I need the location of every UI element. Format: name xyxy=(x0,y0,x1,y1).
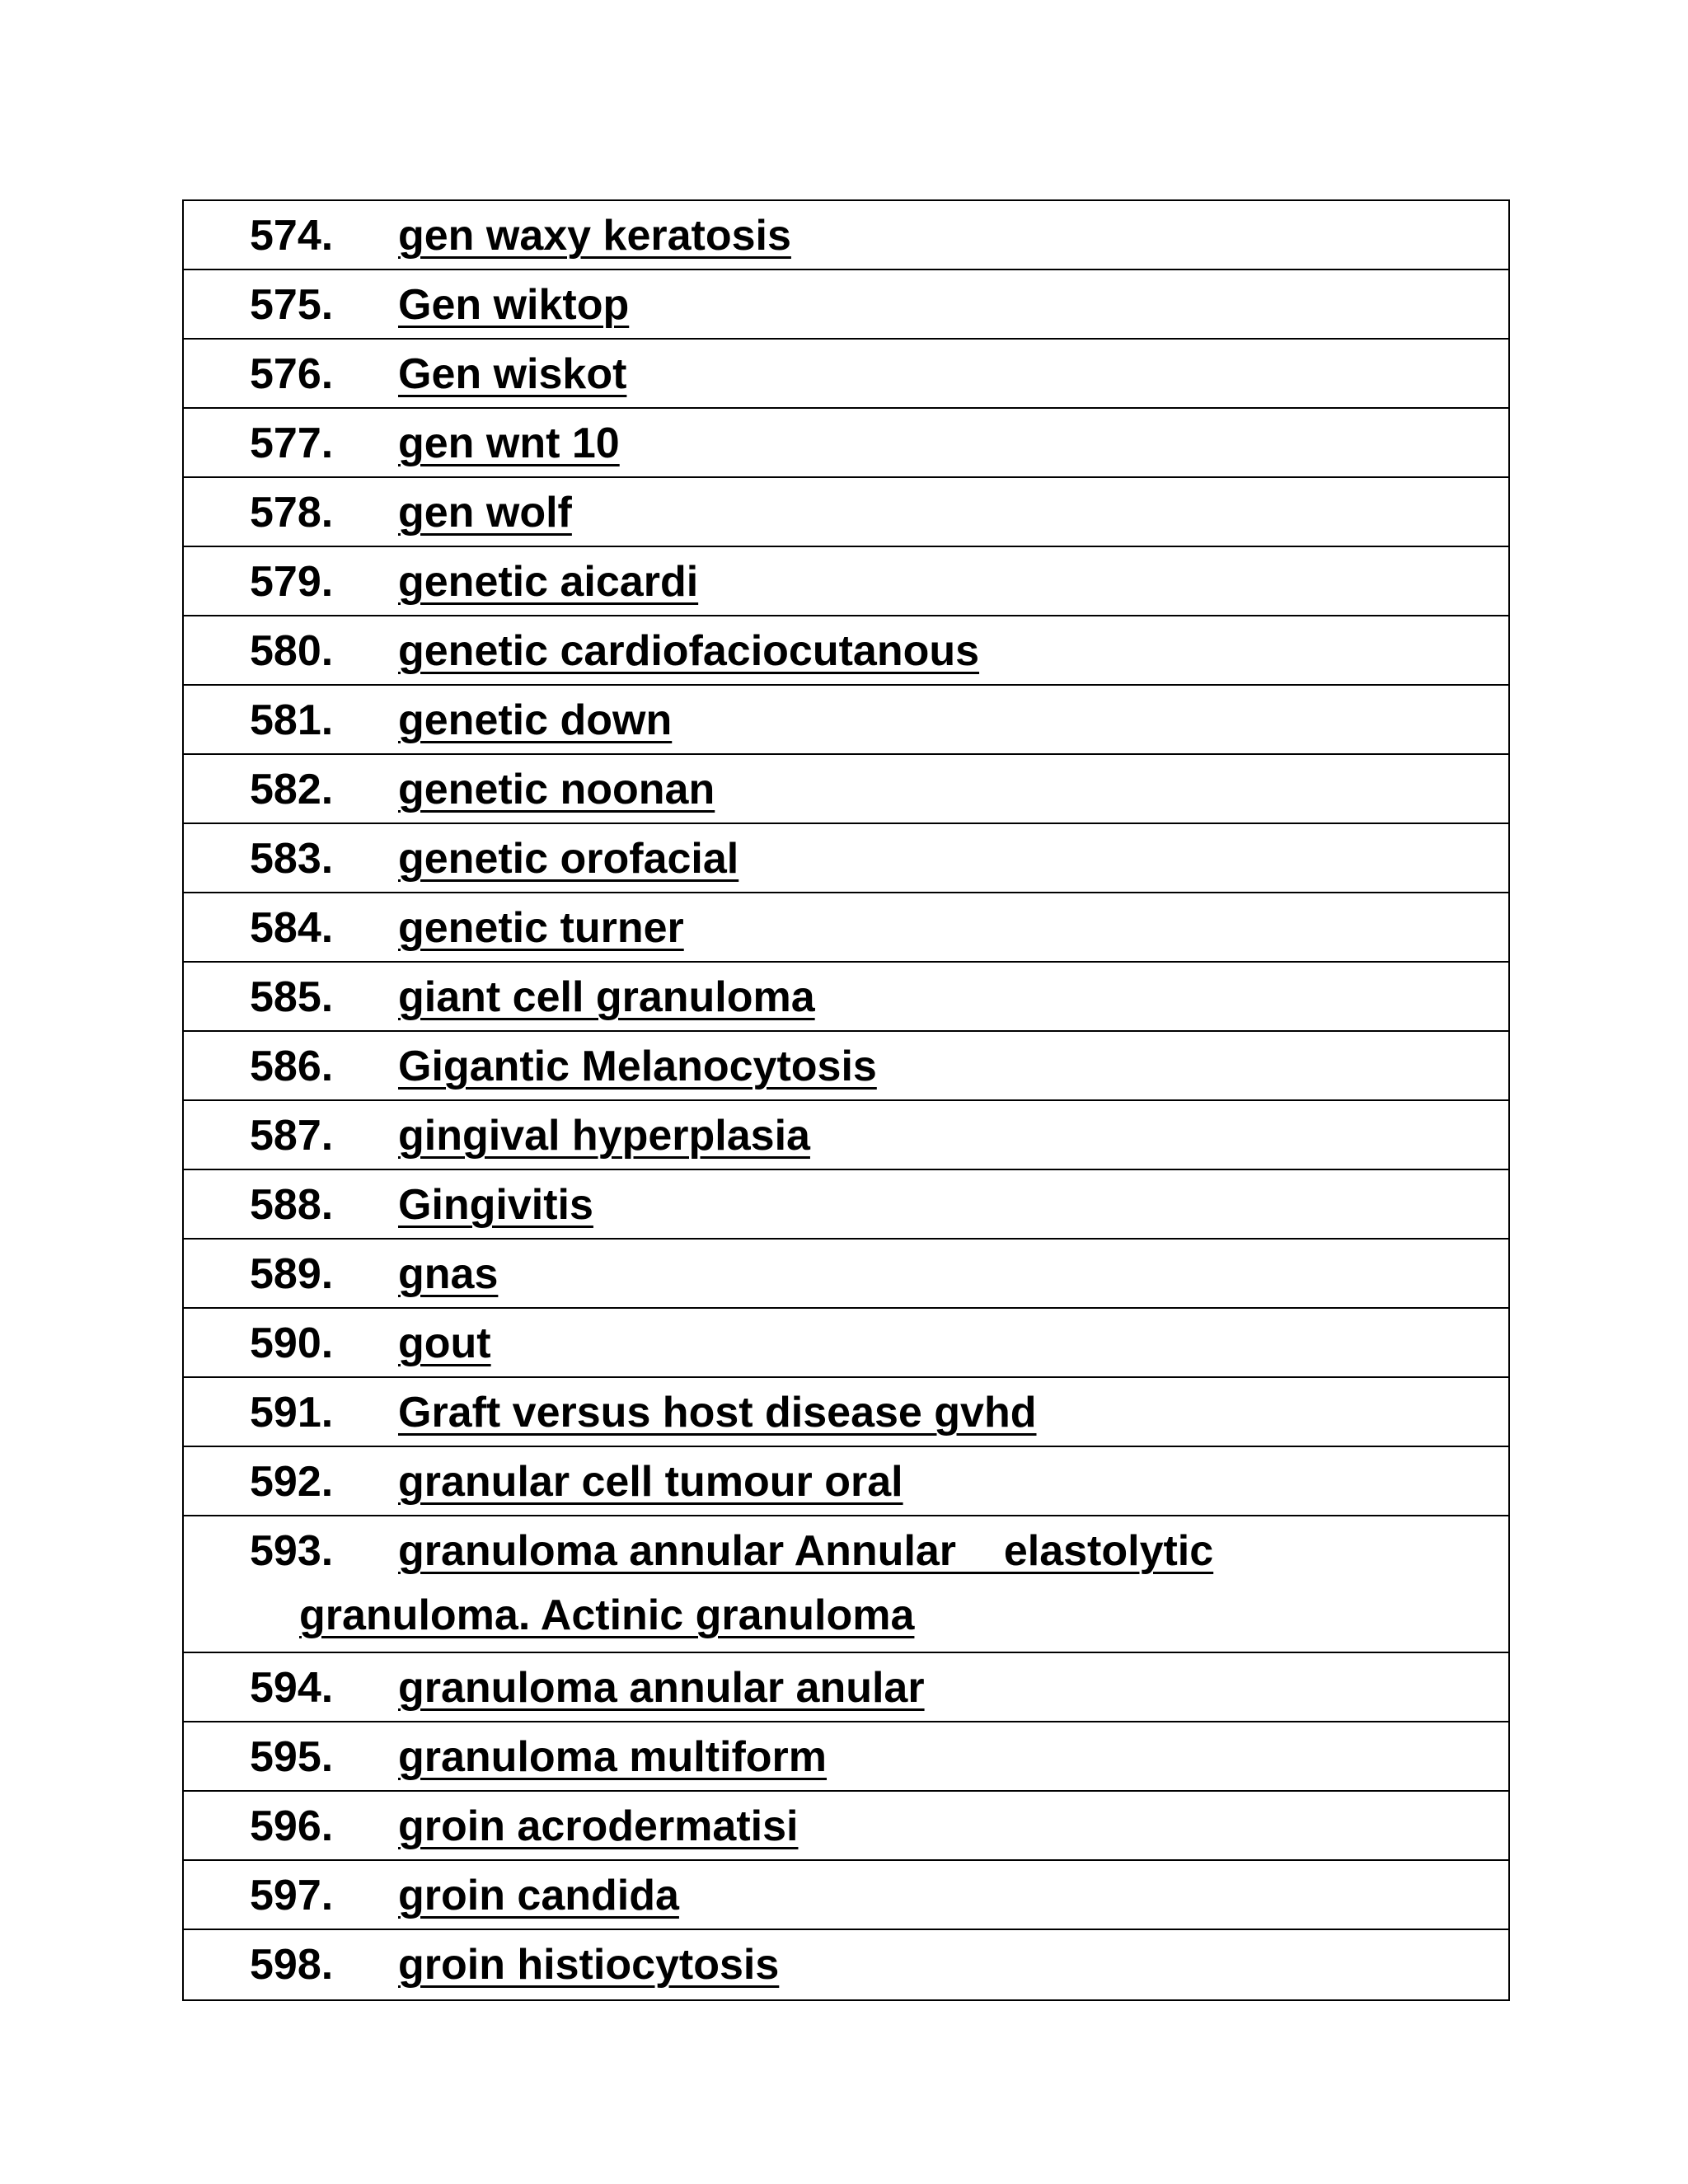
list-item xyxy=(184,1032,1508,1101)
list-item xyxy=(184,1792,1508,1861)
term-link[interactable]: genetic down xyxy=(398,696,673,744)
item-number: 588. xyxy=(250,1181,334,1229)
item-number: 584. xyxy=(250,904,334,952)
item-number: 580. xyxy=(250,627,334,675)
item-number: 586. xyxy=(250,1043,334,1090)
list-item xyxy=(184,201,1508,270)
list-item xyxy=(184,1101,1508,1170)
term-link[interactable]: gen waxy keratosis xyxy=(398,212,791,260)
term-link[interactable]: genetic aicardi xyxy=(398,558,699,606)
term-link[interactable]: groin histiocytosis xyxy=(398,1941,780,1989)
item-number: 589. xyxy=(250,1250,334,1298)
list-item xyxy=(184,409,1508,478)
term-link[interactable]: gen wolf xyxy=(398,489,572,537)
list-item xyxy=(184,1516,1508,1653)
item-number: 595. xyxy=(250,1733,334,1781)
term-link[interactable]: Gen wiktop xyxy=(398,281,630,329)
item-number: 591. xyxy=(250,1389,334,1436)
list-item xyxy=(184,1170,1508,1240)
list-item xyxy=(184,824,1508,893)
item-number: 597. xyxy=(250,1872,334,1919)
term-link[interactable]: groin acrodermatisi xyxy=(398,1802,799,1850)
list-item xyxy=(184,1861,1508,1930)
term-link[interactable]: genetic orofacial xyxy=(398,835,739,883)
item-number: 590. xyxy=(250,1319,334,1367)
list-item xyxy=(184,1722,1508,1792)
list-item xyxy=(184,686,1508,755)
term-link[interactable]: granuloma annular anular xyxy=(398,1664,925,1712)
term-link[interactable]: genetic cardiofaciocutanous xyxy=(398,627,980,675)
term-link[interactable]: granuloma annular Annular elastolytic xyxy=(398,1527,1214,1575)
item-number: 576. xyxy=(250,350,334,398)
term-link[interactable]: giant cell granuloma xyxy=(398,973,815,1021)
item-number: 592. xyxy=(250,1458,334,1506)
term-link[interactable]: Gen wiskot xyxy=(398,350,627,398)
list-item xyxy=(184,340,1508,409)
term-link-continuation[interactable]: granuloma. Actinic granuloma xyxy=(299,1591,915,1639)
list-item xyxy=(184,478,1508,547)
term-link[interactable]: Gingivitis xyxy=(398,1181,593,1229)
term-link[interactable]: granuloma multiform xyxy=(398,1733,828,1781)
item-number: 587. xyxy=(250,1112,334,1160)
list-item xyxy=(184,755,1508,824)
list-item xyxy=(184,963,1508,1032)
list-item xyxy=(184,270,1508,340)
term-link[interactable]: gingival hyperplasia xyxy=(398,1112,810,1160)
list-item xyxy=(184,1653,1508,1722)
item-number: 582. xyxy=(250,766,334,813)
list-item xyxy=(184,1447,1508,1516)
item-number: 594. xyxy=(250,1664,334,1712)
item-number: 578. xyxy=(250,489,334,537)
term-list-table xyxy=(182,199,1510,2001)
list-item xyxy=(184,1930,1508,1999)
item-number: 596. xyxy=(250,1802,334,1850)
term-link[interactable]: Graft versus host disease gvhd xyxy=(398,1389,1037,1436)
item-number: 581. xyxy=(250,696,334,744)
list-item xyxy=(184,616,1508,686)
list-item xyxy=(184,1240,1508,1309)
term-link[interactable]: gen wnt 10 xyxy=(398,419,620,467)
term-link[interactable]: gnas xyxy=(398,1250,499,1298)
item-number: 574. xyxy=(250,212,334,260)
term-link[interactable]: genetic noonan xyxy=(398,766,715,813)
item-number: 598. xyxy=(250,1941,334,1989)
item-number: 579. xyxy=(250,558,334,606)
list-item xyxy=(184,893,1508,963)
list-item xyxy=(184,1309,1508,1378)
list-item xyxy=(184,547,1508,616)
term-link[interactable]: granular cell tumour oral xyxy=(398,1458,903,1506)
item-number: 583. xyxy=(250,835,334,883)
term-link[interactable]: gout xyxy=(398,1319,491,1367)
item-number: 585. xyxy=(250,973,334,1021)
list-item xyxy=(184,1378,1508,1447)
term-link[interactable]: groin candida xyxy=(398,1872,679,1919)
term-link[interactable]: genetic turner xyxy=(398,904,684,952)
item-number: 593. xyxy=(250,1527,334,1575)
item-number: 575. xyxy=(250,281,334,329)
term-link[interactable]: Gigantic Melanocytosis xyxy=(398,1043,877,1090)
item-number: 577. xyxy=(250,419,334,467)
